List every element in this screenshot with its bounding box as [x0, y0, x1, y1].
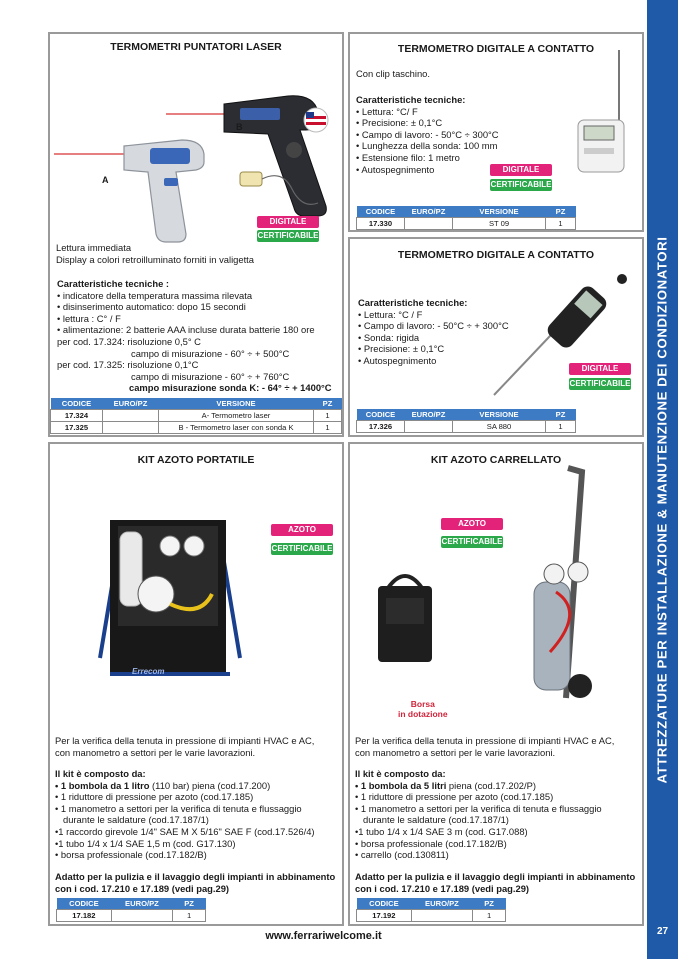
- kit-portatile-note: Adatto per la pulizia e il lavaggio degli impianti in abbinamento con i cod. 17.210 e 17.189 (vedi pag.29): [55, 871, 336, 894]
- badge-certificabile: CERTIFICABILE: [490, 180, 552, 189]
- kit-carrellato-title: KIT AZOTO CARRELLATO: [430, 454, 562, 466]
- table-row: 17.324 A- Termometro laser 1: [51, 410, 342, 422]
- badge-azoto: AZOTO: [441, 518, 503, 530]
- label-b: B: [236, 122, 243, 132]
- laser-thermometers-box: [48, 32, 344, 437]
- kit-portatile-intro: Per la verifica della tenuta in pressione di impianti HVAC e AC, con manometro a settori per le varie lavorazioni.: [55, 735, 315, 758]
- kit-portatile-items: Il kit è composto da: • 1 bombola da 1 litro (110 bar) piena (cod.17.200) • 1 riduttore di pressione per azoto (cod.17.185) • 1 manometro a settori per la verifica di tenuta e flussaggio durante le saldature (cod.17.187/1) •1 raccordo girevole 1/4" SAE M X 5/16" SAE F (cod.17.526/4) •1 tubo 1/4 x 1/4 SAE 1,5 m (cod. G17.130) • borsa professionale (cod.17.182/B): [55, 768, 315, 861]
- contact1-specs: Caratteristiche tecniche: • Lettura: °C/ F • Precisione: ± 0,1°C • Campo di lavoro: - 50°C ÷ 300°C • Lunghezza della sonda: 100 mm • Estensione filo: 1 metro • Autospegnimento: [356, 94, 499, 175]
- contact1-table: CODICE EURO/PZ VERSIONE PZ 17.330 ST 09 1: [356, 206, 576, 230]
- laser-specs: Caratteristiche tecniche : • indicatore della temperatura massima rilevata • disinserimento automatico: dopo 15 secondi • lettura : C° / F • alimentazione: 2 batterie AAA incluse durata batterie 180 ore per cod. 17.324: risoluzione 0,5° C campo di misurazione - 60° ÷ + 500°C per cod. 17.325: risoluzione 0,1°C campo di misurazione - 60° ÷ + 760°C campo misurazione sonda K: - 64° ÷ + 1400°C: [57, 278, 332, 394]
- kit-carrellato-intro: Per la verifica della tenuta in pressione di impianti HVAC e AC, con manometro a settori per le varie lavorazioni.: [355, 735, 615, 758]
- kit-portatile-table: CODICE EURO/PZ PZ 17.182 1: [56, 898, 206, 922]
- kit-carrellato-note: Adatto per la pulizia e il lavaggio degli impianti in abbinamento con i cod. 17.210 e 17.189 (vedi pag.29): [355, 871, 636, 894]
- nitrogen-trolley-image: [496, 462, 616, 712]
- laser-table: CODICE EURO/PZ VERSIONE PZ 17.324 A- Termometro laser 1 17.325 B - Termometro laser con sonda K 1: [50, 398, 342, 434]
- footer-url[interactable]: www.ferrariwelcome.it: [265, 930, 382, 942]
- laser-title: TERMOMETRI PUNTATORI LASER: [110, 41, 282, 53]
- case-brand-label: Errecom: [132, 667, 165, 676]
- badge-azoto: AZOTO: [271, 524, 333, 536]
- badge-certificabile: CERTIFICABILE: [569, 379, 631, 388]
- table-row: 17.330 ST 09 1: [357, 218, 576, 230]
- table-row: 17.182 1: [57, 910, 206, 922]
- badge-digitale: DIGITALE: [490, 164, 552, 176]
- contact2-specs: Caratteristiche tecniche: • Lettura: °C / F • Campo di lavoro: - 50°C ÷ + 300°C • Sonda: rigida • Precisione: ± 0,1°C • Autospegnimento: [358, 297, 509, 366]
- label-a: A: [102, 175, 109, 185]
- badge-certificabile: CERTIFICABILE: [271, 544, 333, 553]
- page-number: 27: [656, 926, 669, 937]
- contact1-thermometer-image: [576, 48, 632, 178]
- kit-carrellato-table: CODICE EURO/PZ PZ 17.192 1: [356, 898, 506, 922]
- contact1-intro: Con clip taschino.: [356, 68, 430, 79]
- nitrogen-kit-case-image: [90, 508, 250, 684]
- kit-portatile-title: KIT AZOTO PORTATILE: [137, 454, 255, 466]
- badge-digitale: DIGITALE: [257, 216, 319, 228]
- badge-certificabile: CERTIFICABILE: [257, 231, 319, 240]
- sidebar-title: ATTREZZATURE PER INSTALLAZIONE & MANUTENZIONE DEI CONDIZIONATORI: [654, 236, 670, 784]
- kit-carrellato-items: Il kit è composto da: • 1 bombola da 5 litri piena (cod.17.202/P) • 1 riduttore di pressione per azoto (cod.17.185) • 1 manometro a settori per la verifica di tenuta e flussaggio durante le saldature (cod.17.187/1) •1 tubo 1/4 x 1/4 SAE 3 m (cod. G17.088) • borsa professionale (cod.17.182/B) • carrello (cod.130811): [355, 768, 602, 861]
- contact2-table: CODICE EURO/PZ VERSIONE PZ 17.326 SA 880 1: [356, 409, 576, 433]
- table-row: 17.192 1: [357, 910, 506, 922]
- contact-thermometer-box-2: [348, 237, 644, 437]
- contact-thermometer-box-1: [348, 32, 644, 232]
- borsa-label: Borsa in dotazione: [398, 699, 448, 719]
- contact2-title: TERMOMETRO DIGITALE A CONTATTO: [397, 249, 595, 261]
- table-row: 17.326 SA 880 1: [357, 421, 576, 433]
- case-bag-image: [372, 568, 438, 668]
- laser-intro: Lettura immediata Display a colori retroilluminato forniti in valigetta: [56, 242, 255, 265]
- badge-digitale: DIGITALE: [569, 363, 631, 375]
- kit-portatile-box: [48, 442, 344, 926]
- badge-certificabile: CERTIFICABILE: [441, 537, 503, 546]
- table-row: 17.325 B - Termometro laser con sonda K 1: [51, 422, 342, 434]
- contact1-title: TERMOMETRO DIGITALE A CONTATTO: [397, 43, 595, 55]
- kit-carrellato-box: [348, 442, 644, 926]
